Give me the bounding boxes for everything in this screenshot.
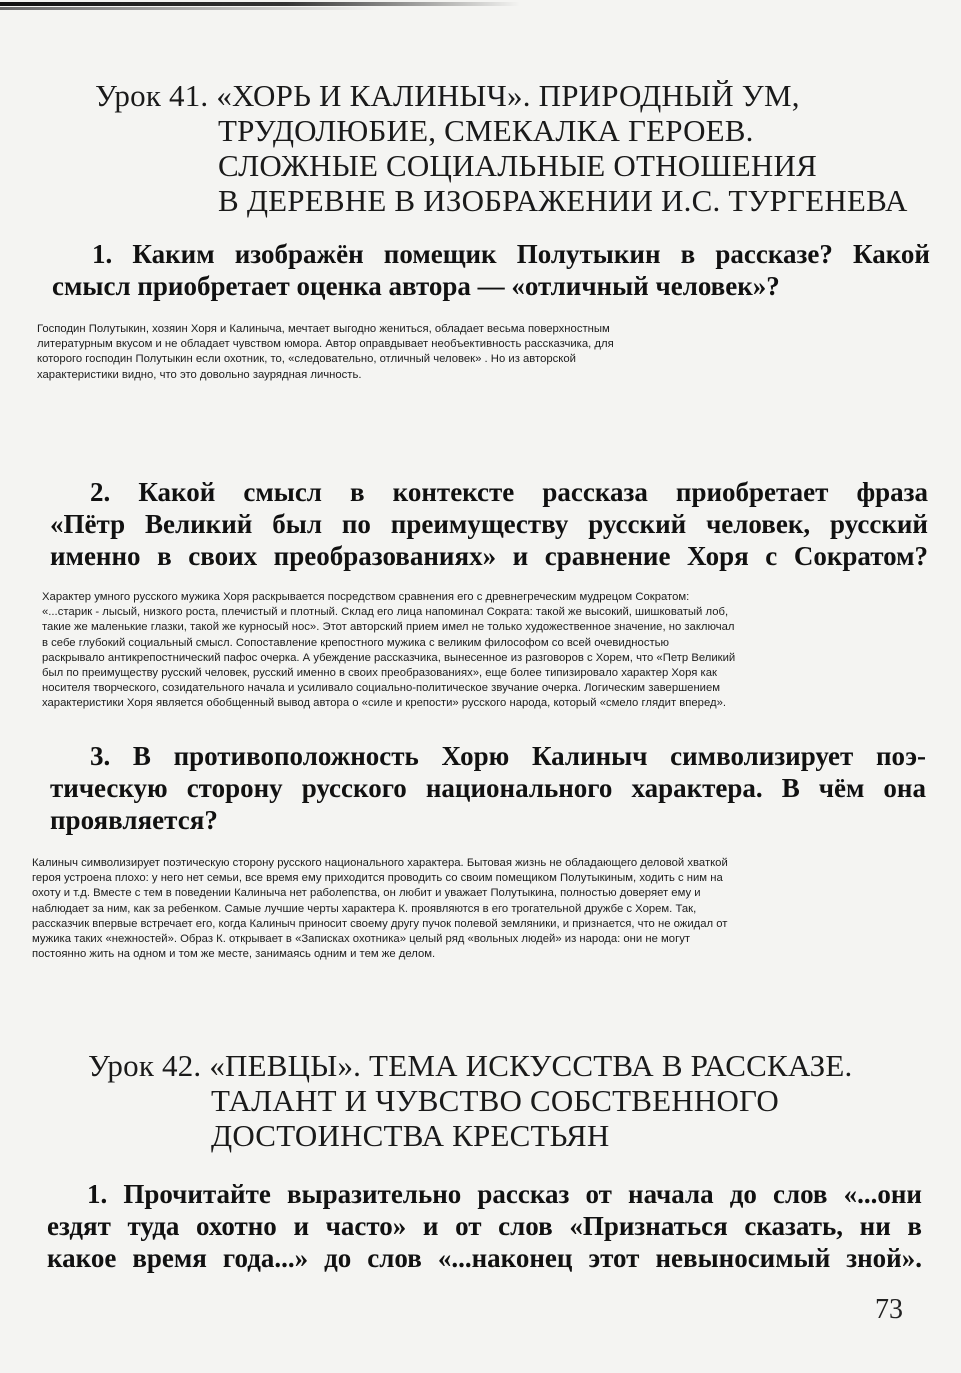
- page-number: 73: [875, 1294, 903, 1325]
- question-1-line-1: 1. Каким изображён помещик Полутыкин в рассказе? Какой: [92, 239, 930, 269]
- answer-3-line: постоянно жить на одном и том же месте, занимаясь одним и тем же делом.: [32, 948, 436, 961]
- answer-3-line: охоту и т.д. Вместе с тем в поведении Калиныча нет раболепства, он любит и уважает Полутыкина, полностью доверяет ему и: [32, 887, 701, 900]
- answer-2-line: носителя творческого, созидательного начала и усиливало социально-политическое звучание очерка. Логическим завершением: [42, 682, 721, 695]
- question-3: [50, 740, 926, 836]
- lesson-41-title-line-1: Урок 41. «ХОРЬ И КАЛИНЫЧ». ПРИРОДНЫЙ УМ,: [95, 78, 800, 113]
- lesson-41-title: [95, 78, 908, 218]
- lesson-42-title-line-3: ДОСТОИНСТВА КРЕСТЬЯН: [211, 1118, 610, 1153]
- lesson-42-question-1-line-1: 1. Прочитайте выразительно рассказ от начала до слов «...они: [87, 1179, 922, 1209]
- answer-1-line: которого господин Полутыкин если охотник, то, «следовательно, отличный человек» . Но из авторской: [37, 353, 576, 366]
- answer-3-line: мужика таких «нежностей». Образ К. открывает в «Записках охотника» целый ряд «вольных людей» из народа: они не могут: [32, 933, 691, 946]
- answer-2-line: раскрывало антикрепостнический пафос очерка. А убеждение рассказчика, вынесенное из разговоров с Хорем, что «Петр Великий: [42, 651, 736, 664]
- question-3-line-2: тическую сторону русского национального характера. В чём она: [50, 773, 926, 803]
- answer-3-line: наблюдает за ним, как за ребенком. Самые лучшие черты характера К. проявляются в его трогательной дружбе с Хорем. Так,: [32, 902, 697, 915]
- lesson-41-title-line-4: В ДЕРЕВНЕ В ИЗОБРАЖЕНИИ И.С. ТУРГЕНЕВА: [218, 183, 908, 218]
- question-2-line-2: «Пётр Великий был по преимуществу русский человек, русский: [50, 509, 928, 539]
- answer-3-line: героя устроена плохо: у него нет семьи, все время ему приходится проводить со своим помещиком Полутыкиным, ходить с ним на: [32, 872, 723, 885]
- answer-1-line: Господин Полутыкин, хозяин Хоря и Калиныча, мечтает выгодно жениться, обладает весьма поверхностным: [37, 323, 610, 335]
- answer-1-line: литературным вкусом и не обладает чувством юмора. Автор оправдывает необъективность рассказчика, для: [37, 338, 614, 351]
- lesson-42-question-1-line-2: ездят туда охотно и часто» и от слов «Признаться сказать, ни в: [47, 1211, 922, 1241]
- lesson-42-question-1-line-3: какое время года...» до слов «...наконец этот невыносимый зной».: [47, 1243, 922, 1273]
- answer-1: [37, 322, 614, 383]
- answer-2-line: характеристики Хоря является обобщенный вывод автора о «силе и крепости» русского народа, который «смело глядит вперед».: [42, 697, 727, 710]
- question-2: [50, 476, 928, 572]
- answer-2-line: в себе глубокий социальный смысл. Сопоставление крепостного мужика с великим философом со всей очевидностью: [42, 636, 669, 649]
- scan-edge-artifact: [0, 0, 961, 14]
- answer-3-line: Калиныч символизирует поэтическую сторону русского национального характера. Бытовая жизнь не обладающего деловой хваткой: [32, 857, 728, 869]
- scan-edge-bar: [0, 2, 520, 6]
- question-1-line-2: смысл приобретает оценка автора — «отличный человек»?: [52, 271, 780, 301]
- answer-2-line: Характер умного русского мужика Хоря раскрывается посредством сравнения его с древнегреческим мудрецом Сократом:: [42, 591, 690, 603]
- question-3-line-3: проявляется?: [50, 805, 218, 835]
- answer-2-line: был по преимуществу русский человек, русский именно в своих преобразованиях», еще более типизировало характер Хоря как: [42, 667, 717, 680]
- answer-3: [32, 856, 728, 962]
- answer-2: [42, 590, 735, 712]
- lesson-41-title-line-3: СЛОЖНЫЕ СОЦИАЛЬНЫЕ ОТНОШЕНИЯ: [218, 148, 817, 183]
- question-2-line-1: 2. Какой смысл в контексте рассказа приобретает фраза: [90, 477, 928, 507]
- answer-2-line: «...старик - лысый, низкого роста, плечистый и плотный. Склад его лица напоминал Сократа: такой же высокий, шишковатый лоб,: [42, 606, 729, 619]
- question-3-line-1: 3. В противоположность Хорю Калиныч символизирует поэ-: [90, 741, 926, 771]
- scan-edge-bar-secondary: [0, 7, 380, 10]
- answer-2-line: такие же маленькие глазки, такой же курносый нос». Этот авторский прием имел не только художественное значение, но заключал: [42, 621, 735, 634]
- lesson-42-title-line-1: Урок 42. «ПЕВЦЫ». ТЕМА ИСКУССТВА В РАССКАЗЕ.: [88, 1048, 853, 1083]
- lesson-41-title-line-2: ТРУДОЛЮБИЕ, СМЕКАЛКА ГЕРОЕВ.: [218, 113, 754, 148]
- lesson-42-question-1: [47, 1178, 922, 1274]
- question-2-line-3: именно в своих преобразованиях» и сравнение Хоря с Сократом?: [50, 541, 928, 571]
- lesson-42-title-line-2: ТАЛАНТ И ЧУВСТВО СОБСТВЕННОГО: [211, 1083, 779, 1118]
- lesson-42-title: [88, 1048, 852, 1153]
- question-1: [52, 238, 930, 302]
- answer-1-line: характеристики видно, что это довольно заурядная личность.: [37, 368, 362, 381]
- answer-3-line: рассказчик впервые встречает его, когда Калиныч приносит своему другу пучок полевой земляники, и признается, что не ожидал от: [32, 917, 728, 930]
